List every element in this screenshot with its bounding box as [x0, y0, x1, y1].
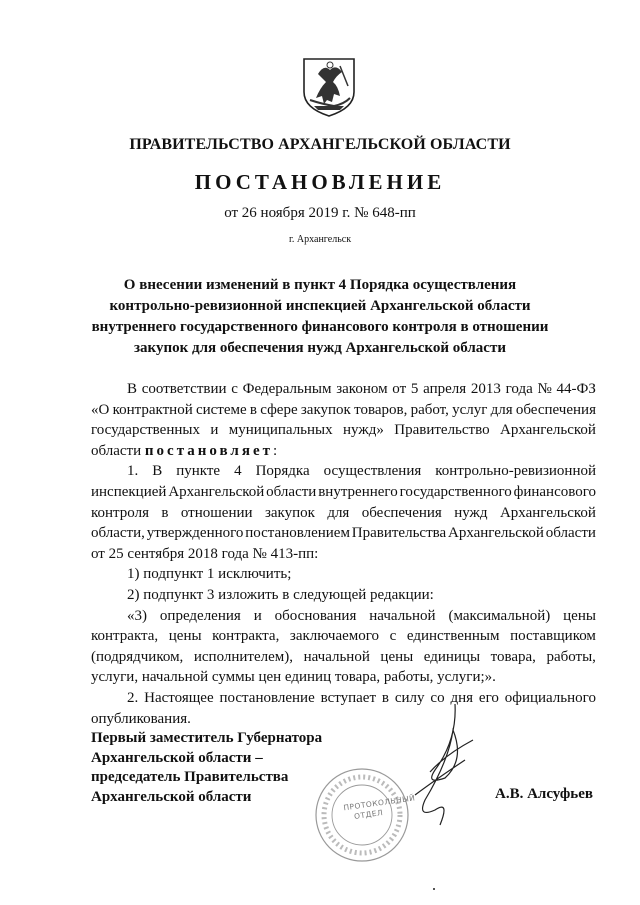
word: контрольно-ревизионной [435, 463, 596, 480]
word: начальной [303, 648, 370, 665]
word: постановлением [245, 525, 350, 542]
word: товара, [490, 648, 536, 665]
title-line: закупок для обеспечения нужд Архангельской области [134, 340, 506, 356]
word: Правительство [394, 422, 490, 439]
word: в [161, 504, 169, 521]
word: и [210, 422, 219, 439]
word: года [505, 381, 533, 397]
body-line [91, 420, 596, 441]
title-line: внутреннего государственного финансового контроля в отношении [91, 319, 549, 335]
word: «О [91, 401, 110, 418]
word: соответствии [141, 381, 227, 397]
word: инспекцией [91, 483, 167, 500]
word: постановление [219, 689, 315, 706]
stamp-center-text: ПРОТОКОЛЬНЫЙ ОТДЕЛ [342, 793, 416, 821]
government-name: ПРАВИТЕЛЬСТВО АРХАНГЕЛЬСКОЙ ОБЛАСТИ [129, 136, 511, 153]
word: обоснования [274, 607, 357, 624]
word: в [381, 689, 389, 706]
word: В [127, 381, 138, 397]
coat-of-arms-emblem [300, 56, 358, 118]
word: государственных [91, 422, 200, 439]
word: силу [394, 689, 425, 706]
word: области [545, 525, 596, 542]
handwritten-signature [395, 700, 485, 835]
word: его [478, 689, 499, 706]
word: с [389, 628, 397, 645]
sub-item-2: 2) подпункт 3 изложить в следующей редакции: [127, 586, 434, 603]
scan-artifact [433, 888, 435, 890]
word: в [249, 401, 258, 418]
word: внутреннего [318, 483, 398, 500]
word: контракта, [212, 628, 280, 645]
word: области [266, 483, 317, 500]
word: 1. [127, 463, 139, 480]
body-line: от 25 сентября 2018 года № 413-пп: [91, 545, 319, 562]
word: (максимальной) [448, 607, 551, 624]
position-line: Первый заместитель Губернатора [91, 730, 323, 746]
title-line: О внесении изменений в пункт 4 Порядка осуществления [123, 277, 517, 293]
position-line: Архангельской области – [91, 749, 263, 766]
signatory-name: А.В. Алсуфьев [495, 786, 593, 802]
word: единственным [406, 628, 500, 645]
word: контрактной [112, 401, 193, 418]
decree-city: г. Архангельск [288, 234, 352, 245]
word: апреля [423, 381, 467, 397]
word: системе [195, 401, 247, 418]
word: Архангельской [499, 422, 596, 439]
word: товаров, [354, 401, 408, 418]
word: 44-ФЗ [556, 381, 596, 397]
word: отношении [180, 504, 253, 521]
word: вступает [320, 689, 377, 706]
word: для [490, 401, 513, 418]
body-line [91, 688, 596, 709]
body-line [91, 647, 596, 668]
position-line: Архангельской области [91, 788, 252, 805]
word: утвержденного [146, 525, 244, 542]
word: муниципальных [228, 422, 333, 439]
word: закупок [300, 401, 351, 418]
word: сфере [260, 401, 298, 418]
word: и [253, 607, 262, 624]
word: 4 [234, 463, 242, 480]
word: Настоящее [144, 689, 214, 706]
word: от [392, 381, 407, 397]
word: 2. [127, 689, 139, 706]
word: цены [380, 648, 414, 665]
body-line: услуги, начальной суммы цен единиц товара, работы, услуги;». [91, 669, 496, 686]
word: № [537, 381, 552, 397]
word: определения [159, 607, 241, 624]
word: работ, [410, 401, 449, 418]
body-line [91, 379, 596, 400]
word: поставщиком [510, 628, 596, 645]
word: официального [504, 689, 596, 706]
word: цены [563, 607, 596, 624]
word: со [430, 689, 445, 706]
word: осуществления [323, 463, 422, 480]
word: единицы [423, 648, 481, 665]
body-line [91, 400, 596, 421]
word: Правительства [351, 525, 447, 542]
body-line-resolves [91, 441, 596, 462]
word: Федеральным [242, 381, 332, 397]
signatory-position [91, 729, 322, 807]
position-line: председатель Правительства [91, 769, 289, 785]
word: начальной [369, 607, 436, 624]
body-line [91, 523, 596, 544]
document-type: ПОСТАНОВЛЕНИЕ [194, 170, 446, 194]
body-line [91, 482, 596, 503]
title-line: контрольно-ревизионной инспекцией Архангельской области [109, 298, 531, 314]
body-line [91, 461, 596, 482]
word: с [231, 381, 238, 397]
body-line [91, 503, 596, 524]
word: услуг [452, 401, 488, 418]
word: государственного [399, 483, 512, 500]
body-line [91, 626, 596, 647]
word: области, [91, 525, 145, 542]
word: законом [336, 381, 388, 397]
region-word: области [91, 442, 142, 459]
colon: : [273, 442, 278, 459]
word: нужд [454, 504, 488, 521]
word: пункте [176, 463, 221, 480]
word: цены [168, 628, 202, 645]
word: контроля [91, 504, 149, 521]
word: Архангельской [447, 525, 544, 542]
word: 2013 [470, 381, 501, 397]
word: контракта, [91, 628, 159, 645]
word: «3) [127, 607, 147, 624]
word: Порядка [255, 463, 310, 480]
decree-date-number: от 26 ноября 2019 г. № 648-пп [224, 205, 416, 221]
word: 5 [410, 381, 419, 397]
word: обеспечения [361, 504, 442, 521]
word: дня [450, 689, 474, 706]
body-line [91, 606, 596, 627]
word: заключаемого [289, 628, 380, 645]
body-line: опубликования. [91, 710, 191, 727]
word: нужд» [343, 422, 384, 439]
word: В [152, 463, 163, 480]
word: исполнителем), [193, 648, 294, 665]
resolves-keyword: постановляет [144, 442, 273, 459]
word: работы, [546, 648, 596, 665]
word: (подрядчиком, [91, 648, 184, 665]
decree-title [80, 275, 560, 359]
word: для [327, 504, 350, 521]
word: Архангельской [499, 504, 596, 521]
word: финансового [513, 483, 596, 500]
word: Архангельской [168, 483, 265, 500]
decree-body [91, 379, 596, 729]
word: обеспечения [515, 401, 596, 418]
word: закупок [264, 504, 315, 521]
sub-item-1: 1) подпункт 1 исключить; [127, 566, 292, 583]
